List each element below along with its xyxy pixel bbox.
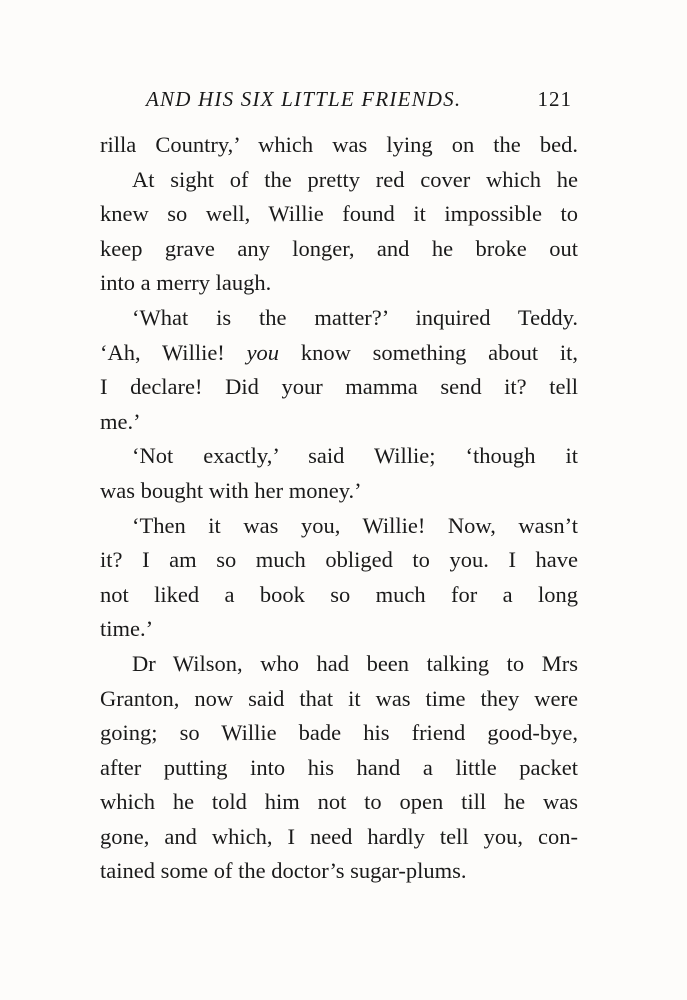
text-line: keep grave any longer, and he broke out [100,235,578,261]
text-line: which he told him not to open till he was [100,789,578,815]
text-line: tained some of the doctor’s sugar-plums. [100,858,467,884]
text-line: At sight of the pretty red cover which he [132,166,578,192]
text-line: Dr Wilson, who had been talking to Mrs [132,650,578,676]
text-line: into a merry laugh. [100,270,272,296]
text-line: after putting into his hand a little packet [100,754,578,780]
text-line: rilla Country,’ which was lying on the bed. [100,132,578,157]
text-line: time.’ [100,616,154,642]
body-text [100,128,578,889]
text-line: not liked a book so much for a long [100,581,578,607]
text-line: me.’ [100,408,141,434]
text-line: ‘Then it was you, Willie! Now, wasn’t [132,512,578,538]
text-line: ‘Not exactly,’ said Willie; ‘though it [132,443,578,469]
emphasis: you [246,339,280,365]
text-line: I declare! Did your mamma send it? tell [100,374,578,400]
text-line: ‘What is the matter?’ inquired Teddy. [132,304,578,330]
text-line: going; so Willie bade his friend good-bye, [100,720,578,746]
page-number: 121 [537,87,572,111]
text-line: it? I am so much obliged to you. I have [100,547,578,573]
running-head [100,84,578,114]
text-line: knew so well, Willie found it impossible to [100,201,578,227]
text-line: Granton, now said that it was time they were [100,685,578,711]
running-title: AND HIS SIX LITTLE FRIENDS. [146,87,462,111]
text-line: gone, and which, I need hardly tell you, con- [100,823,578,849]
text-line: ‘Ah, Willie! you know something about it, [100,339,578,365]
text-line: was bought with her money.’ [100,477,362,503]
